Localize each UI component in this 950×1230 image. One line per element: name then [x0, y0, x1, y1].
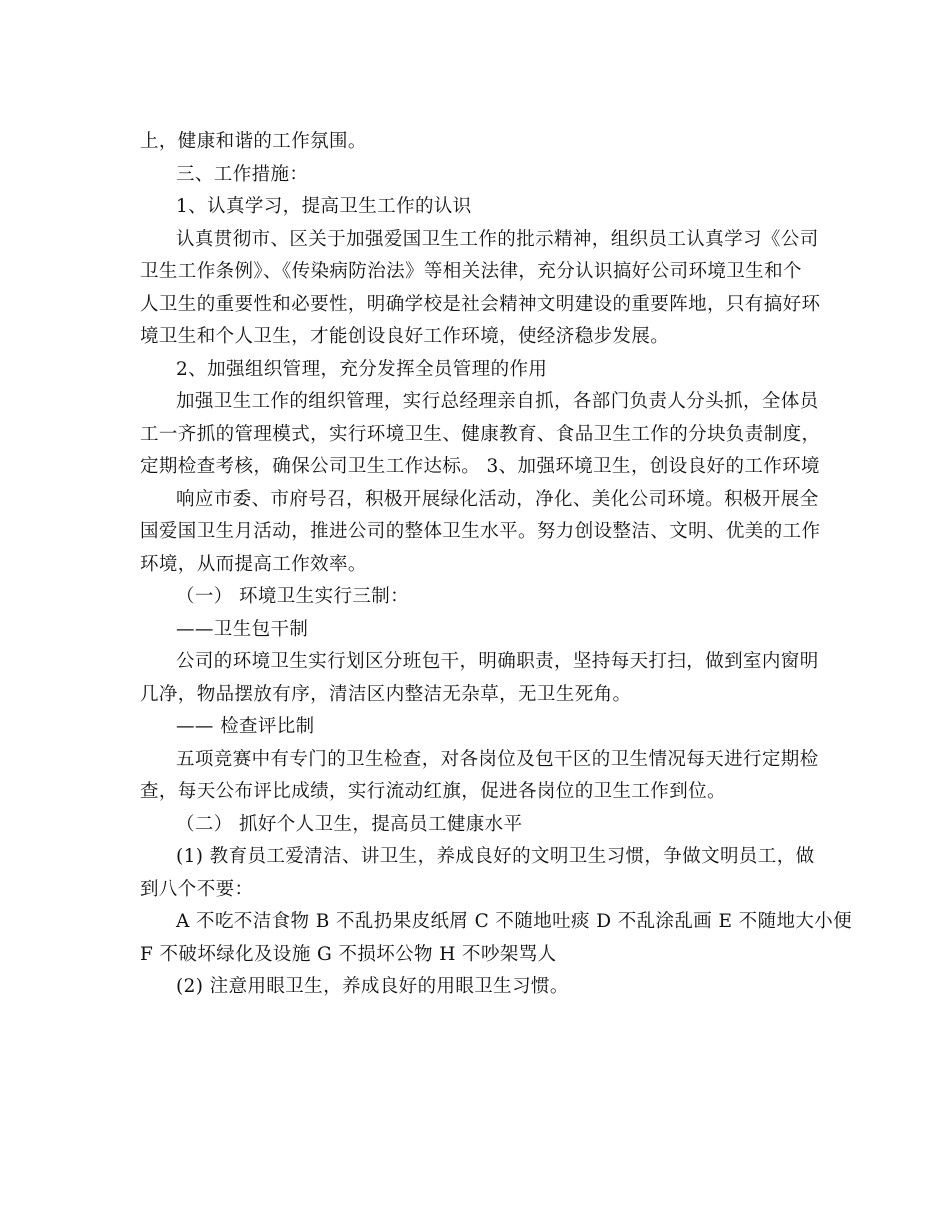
text-line: （一） 环境卫生实行三制： — [176, 586, 410, 607]
text-line: （二） 抓好个人卫生，提高员工健康水平 — [176, 813, 523, 835]
text-line: 2、加强组织管理，充分发挥全员管理的作用 — [176, 358, 548, 380]
text-line: 1、认真学习，提高卫生工作的认识 — [176, 196, 472, 217]
text-line: 卫生工作条例》、《传染病防治法》等相关法律，充分认识搞好公司环境卫生和个 — [140, 261, 802, 282]
text-line: —— 检查评比制 — [176, 716, 315, 737]
text-line: (1) 教育员工爱清洁、讲卫生，养成良好的文明卫生习惯，争做文明员工，做 — [176, 846, 815, 867]
text-line: 查，每天公布评比成绩，实行流动红旗，促进各岗位的卫生工作到位。 — [140, 781, 726, 802]
text-line: 到八个不要： — [140, 878, 254, 900]
text-line: 境卫生和个人卫生，才能创设良好工作环境，使经济稳步发展。 — [140, 326, 670, 347]
text-line: 加强卫生工作的组织管理，实行总经理亲自抓，各部门负责人分头抓，全体员 — [176, 391, 819, 412]
text-line: 认真贯彻市、区关于加强爱国卫生工作的批示精神，组织员工认真学习《公司 — [176, 228, 819, 250]
text-line: F 不破坏绿化及设施 G 不损坏公物 H 不吵架骂人 — [140, 943, 557, 965]
text-line: 国爱国卫生月活动，推进公司的整体卫生水平。努力创设整洁、文明、优美的工作 — [140, 521, 821, 542]
text-line: 定期检查考核，确保公司卫生工作达标。 3、加强环境卫生，创设良好的工作环境 — [140, 456, 820, 477]
text-line: 几净，物品摆放有序，清洁区内整洁无杂草，无卫生死角。 — [140, 683, 632, 705]
text-line: (2) 注意用眼卫生，养成良好的用眼卫生习惯。 — [176, 976, 569, 997]
text-line: ——卫生包干制 — [176, 618, 309, 640]
text-line: A 不吃不洁食物 B 不乱扔果皮纸屑 C 不随地吐痰 D 不乱涂乱画 E 不随地大小便 — [176, 911, 853, 932]
text-line: 工一齐抓的管理模式，实行环境卫生、健康教育、食品卫生工作的分块负责制度， — [140, 423, 821, 445]
text-line: 响应市委、市府号召，积极开展绿化活动，净化、美化公司环境。积极开展全 — [176, 488, 819, 510]
document-body — [140, 126, 853, 1004]
text-line: 五项竞赛中有专门的卫生检查，对各岗位及包干区的卫生情况每天进行定期检 — [176, 748, 819, 770]
text-line: 环境，从而提高工作效率。 — [140, 553, 367, 575]
text-line: 人卫生的重要性和必要性，明确学校是社会精神文明建设的重要阵地，只有搞好环 — [140, 293, 821, 315]
text-line: 公司的环境卫生实行划区分班包干，明确职责，坚持每天打扫，做到室内窗明 — [176, 651, 819, 672]
text-line: 上，健康和谐的工作氛围。 — [140, 131, 367, 152]
text-line: 三、工作措施： — [176, 163, 309, 185]
